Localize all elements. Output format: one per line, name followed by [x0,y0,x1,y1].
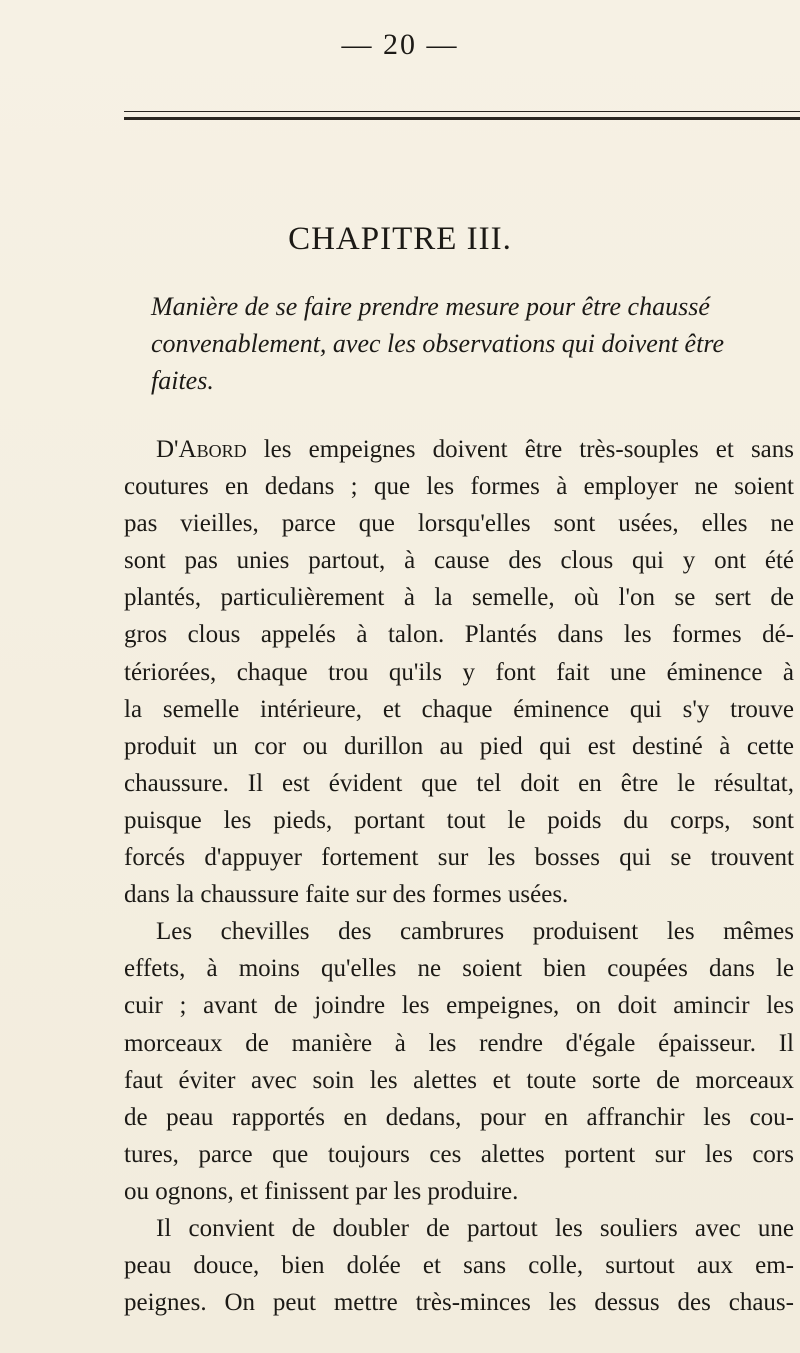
drop-word: D'Abord [156,436,247,463]
chapter-title: CHAPITRE III. [288,221,512,257]
text-line: morceaux de manière à les rendre d'égale épaisseur. Il [124,1029,794,1057]
page-number: — 20 — [341,28,459,61]
text-line: la semelle intérieure, et chaque éminence qui s'y trouve [124,695,794,723]
text-line: Les chevilles des cambrures produisent les mêmes [156,918,794,946]
text-line: de peau rapportés en dedans, pour en affranchir les cou- [124,1103,794,1131]
text-line: gros clous appelés à talon. Plantés dans les formes dé- [124,621,794,649]
text-line: peignes. On peut mettre très-minces les dessus des chaus- [124,1289,794,1317]
subtitle-line: faites. [151,366,214,395]
text-line: tures, parce que toujours ces alettes portent sur les cors [124,1140,794,1168]
text-line: peau douce, bien dolée et sans colle, surtout aux em- [124,1252,794,1280]
text-line: produit un cor ou durillon au pied qui est destiné à cette [124,732,794,760]
text-line: puisque les pieds, portant tout le poids du corps, sont [124,806,794,834]
chapter-subtitle [151,288,791,399]
text-line: plantés, particulièrement à la semelle, où l'on se sert de [124,584,794,612]
text-line: coutures en dedans ; que les formes à employer ne soient [124,473,794,501]
text-line: forcés d'appuyer fortement sur les bosses qui se trouvent [124,844,794,872]
header-rule-thin [124,111,800,112]
text-line: cuir ; avant de joindre les empeignes, on doit amincir les [124,992,794,1020]
text-line: sont pas unies partout, à cause des clous qui y ont été [124,547,794,575]
subtitle-line: Manière de se faire prendre mesure pour être chaussé [151,292,710,321]
text-line: effets, à moins qu'elles ne soient bien coupées dans le [124,955,794,983]
text-line: pas vieilles, parce que lorsqu'elles sont usées, elles ne [124,510,794,538]
text-line: ou ognons, et finissent par les produire. [124,1177,519,1205]
header-rule-thick [124,117,800,120]
text-line: faut éviter avec soin les alettes et toute sorte de morceaux [124,1066,794,1094]
text-line: tériorées, chaque trou qu'ils y font fait une éminence à [124,658,794,686]
text-line: dans la chaussure faite sur des formes usées. [124,881,569,909]
text-line: Il convient de doubler de partout les souliers avec une [156,1214,794,1242]
text-line: chaussure. Il est évident que tel doit en être le résultat, [124,769,794,797]
body-text [124,431,794,1321]
subtitle-line: convenablement, avec les observations qui doivent être [151,329,725,358]
text-line: D'Abord les empeignes doivent être très-souples et sans [156,436,794,463]
